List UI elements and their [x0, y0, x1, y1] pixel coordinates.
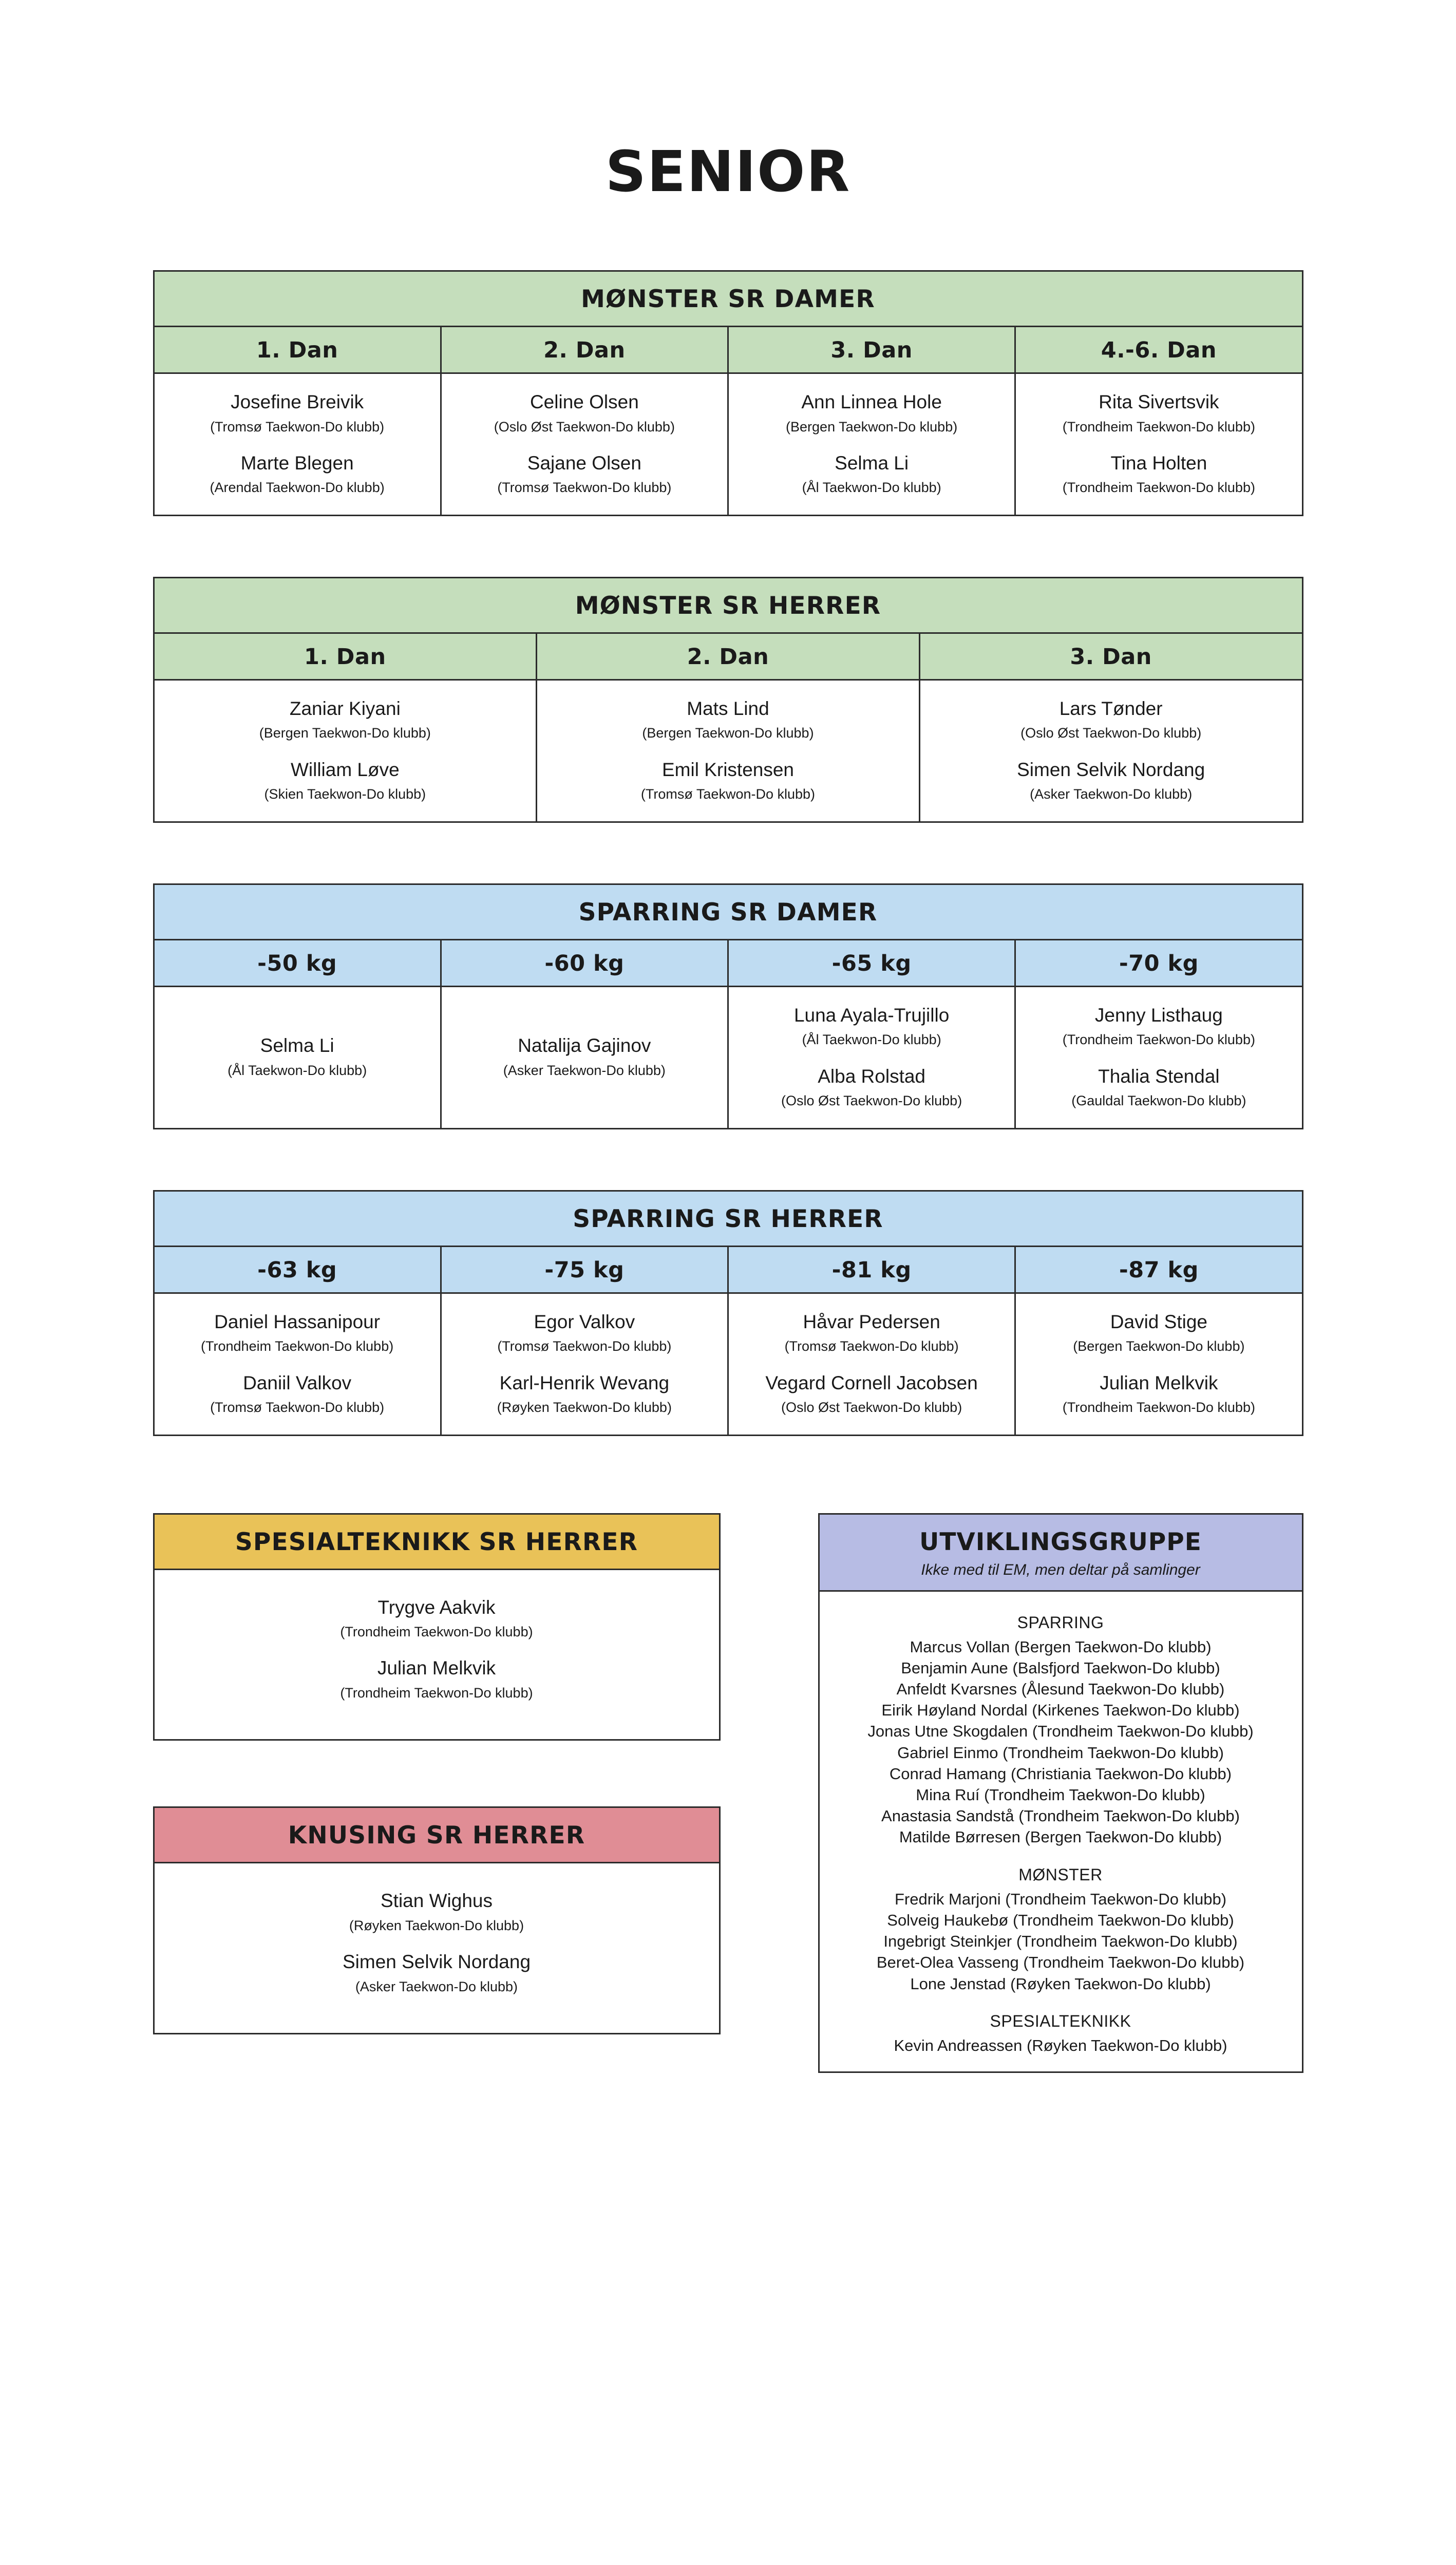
group-title: SPARRING	[1017, 1613, 1104, 1632]
athlete-name: Zaniar Kiyani	[289, 697, 401, 719]
bottom-left-column	[153, 1513, 721, 2035]
athlete-name: Natalija Gajinov	[518, 1035, 651, 1057]
section-header: KNUSING SR HERRER	[154, 1807, 720, 1863]
athlete-name: Luna Ayala-Trujillo	[793, 1004, 950, 1026]
athlete-club: (Trondheim Taekwon-Do klubb)	[1062, 1400, 1255, 1416]
section-header: SPARRING SR HERRER	[154, 1191, 1302, 1246]
athlete-name: Fredrik Marjoni	[894, 1890, 1001, 1908]
athlete-club: (Trondheim Taekwon-Do klubb)	[1062, 1032, 1255, 1048]
athlete-entry	[163, 1597, 711, 1640]
column-header: 1. Dan	[154, 633, 537, 680]
athlete-cell	[441, 373, 728, 516]
athlete-name: Selma Li	[835, 452, 909, 474]
list-item	[831, 1742, 1291, 1763]
development-group-spesialteknikk	[831, 2012, 1291, 2056]
athlete-name: Håvar Pedersen	[803, 1311, 940, 1332]
athlete-cell	[537, 680, 920, 822]
column-header: -81 kg	[728, 1246, 1015, 1293]
athlete-name: Rita Sivertsvik	[1099, 391, 1219, 412]
athlete-cell	[154, 1293, 441, 1435]
athlete-club: (Bergen Taekwon-Do klubb)	[259, 725, 431, 741]
development-group-sparring	[831, 1613, 1291, 1848]
athlete-club: (Christiania Taekwon-Do klubb)	[1010, 1764, 1232, 1783]
athlete-club: (Gauldal Taekwon-Do klubb)	[1071, 1093, 1246, 1109]
list-item	[831, 1678, 1291, 1700]
athlete-name: Jenny Listhaug	[1094, 1004, 1223, 1026]
athlete-name: Tina Holten	[1110, 452, 1207, 474]
athlete-club: (Trondheim Taekwon-Do klubb)	[1062, 419, 1255, 435]
athlete-name: Ann Linnea Hole	[801, 391, 942, 412]
column-header: 3. Dan	[919, 633, 1302, 680]
athlete-entry	[1023, 1372, 1294, 1416]
athlete-cell	[728, 373, 1015, 516]
list-item	[831, 1973, 1291, 1994]
athlete-entry	[449, 391, 720, 435]
athlete-club: (Trondheim Taekwon-Do klubb)	[984, 1786, 1205, 1804]
athlete-name: Celine Olsen	[530, 391, 639, 412]
column-header: -70 kg	[1015, 939, 1302, 986]
athlete-entry	[162, 1035, 433, 1079]
table-monster-sr-herrer	[153, 577, 1303, 823]
athlete-cell	[728, 1293, 1015, 1435]
athlete-cell	[441, 986, 728, 1128]
athlete-name: Julian Melkvik	[1100, 1372, 1218, 1393]
athlete-name: Conrad Hamang	[889, 1764, 1007, 1783]
section-header: MØNSTER SR DAMER	[154, 271, 1302, 327]
list-item	[831, 1910, 1291, 1931]
athlete-name: Karl-Henrik Wevang	[499, 1372, 670, 1393]
athlete-club: (Trondheim Taekwon-Do klubb)	[340, 1685, 533, 1701]
athlete-name: Ingebrigt Steinkjer	[883, 1932, 1012, 1951]
athlete-club: (Bergen Taekwon-Do klubb)	[1025, 1828, 1222, 1846]
section-header: UTVIKLINGSGRUPPE	[820, 1515, 1302, 1561]
athlete-entry	[736, 1372, 1007, 1416]
column-header: -60 kg	[441, 939, 728, 986]
athlete-name: Trygve Aakvik	[377, 1596, 496, 1618]
athlete-cell	[1015, 1293, 1302, 1435]
athlete-cell	[154, 986, 441, 1128]
athlete-name: Mats Lind	[687, 697, 769, 719]
section-monster-sr-damer	[153, 270, 1303, 516]
athlete-club: (Trondheim Taekwon-Do klubb)	[1032, 1722, 1254, 1741]
athlete-club: (Trondheim Taekwon-Do klubb)	[1018, 1807, 1240, 1825]
list-item	[831, 1931, 1291, 1952]
athlete-entry	[544, 698, 912, 742]
athlete-club: (Bergen Taekwon-Do klubb)	[1014, 1637, 1212, 1656]
athlete-name: Stian Wighus	[381, 1890, 493, 1912]
athlete-club: (Oslo Øst Taekwon-Do klubb)	[781, 1400, 962, 1416]
page-title: SENIOR	[605, 139, 851, 204]
section-header: MØNSTER SR HERRER	[154, 577, 1302, 633]
athlete-club: (Asker Taekwon-Do klubb)	[1030, 786, 1193, 802]
athlete-entry	[736, 1066, 1007, 1109]
athlete-club: (Tromsø Taekwon-Do klubb)	[497, 1338, 672, 1354]
athlete-cell	[154, 373, 441, 516]
athlete-club: (Trondheim Taekwon-Do klubb)	[340, 1624, 533, 1640]
athlete-entry	[1023, 1311, 1294, 1355]
athlete-club: (Bergen Taekwon-Do klubb)	[786, 419, 958, 435]
athlete-club: (Røyken Taekwon-Do klubb)	[497, 1400, 672, 1416]
athlete-club: (Oslo Øst Taekwon-Do klubb)	[781, 1093, 962, 1109]
athlete-entry	[162, 1311, 433, 1355]
athlete-entry	[162, 1372, 433, 1416]
table-knusing-sr-herrer	[153, 1806, 721, 2034]
athlete-entry	[163, 1890, 711, 1934]
athlete-club: (Ål Taekwon-Do klubb)	[802, 480, 941, 496]
athlete-name: Selma Li	[260, 1035, 334, 1057]
athlete-name: Anastasia Sandstå	[881, 1807, 1014, 1825]
athlete-club: (Oslo Øst Taekwon-Do klubb)	[1020, 725, 1202, 741]
column-header: -63 kg	[154, 1246, 441, 1293]
list-item	[831, 1657, 1291, 1678]
athlete-name: Simen Selvik Nordang	[342, 1951, 531, 1973]
athlete-club: (Røyken Taekwon-Do klubb)	[1010, 1974, 1211, 1993]
column-header: 3. Dan	[728, 327, 1015, 373]
athlete-name: Mina Ruí	[916, 1786, 980, 1804]
athlete-entry	[163, 1657, 711, 1701]
athlete-cell	[1015, 373, 1302, 516]
list-item	[831, 1700, 1291, 1721]
athlete-name: Eirik Høyland Nordal	[881, 1701, 1028, 1720]
athlete-name: Vegard Cornell Jacobsen	[765, 1372, 978, 1393]
athlete-entry	[928, 698, 1295, 742]
athlete-club: (Røyken Taekwon-Do klubb)	[349, 1917, 524, 1933]
athlete-club: (Oslo Øst Taekwon-Do klubb)	[494, 419, 675, 435]
athlete-cell	[154, 1863, 720, 2034]
athlete-club: (Tromsø Taekwon-Do klubb)	[210, 419, 385, 435]
bottom-area	[153, 1513, 1303, 2073]
group-title: SPESIALTEKNIKK	[990, 2011, 1131, 2030]
athlete-cell	[1015, 986, 1302, 1128]
athlete-club: (Tromsø Taekwon-Do klubb)	[640, 786, 816, 802]
athlete-entry	[544, 759, 912, 803]
athlete-club: (Skien Taekwon-Do klubb)	[264, 786, 426, 802]
athlete-club: (Trondheim Taekwon-Do klubb)	[1062, 480, 1255, 496]
athlete-entry	[1023, 1005, 1294, 1048]
athlete-club: (Ålesund Taekwon-Do klubb)	[1021, 1680, 1225, 1698]
athlete-club: (Trondheim Taekwon-Do klubb)	[201, 1338, 394, 1354]
athlete-name: Thalia Stendal	[1098, 1065, 1220, 1087]
athlete-name: Josefine Breivik	[231, 391, 364, 412]
athlete-name: Emil Kristensen	[661, 759, 794, 780]
athlete-name: Marte Blegen	[240, 452, 354, 474]
athlete-cell	[728, 986, 1015, 1128]
athlete-club: (Bergen Taekwon-Do klubb)	[1073, 1338, 1245, 1354]
athlete-entry	[162, 391, 433, 435]
athlete-club: (Trondheim Taekwon-Do klubb)	[1012, 1911, 1234, 1929]
athlete-cell	[919, 680, 1302, 822]
athlete-entry	[736, 1311, 1007, 1355]
section-monster-sr-herrer	[153, 577, 1303, 823]
athlete-club: (Tromsø Taekwon-Do klubb)	[497, 480, 672, 496]
athlete-name: Lars Tønder	[1059, 697, 1163, 719]
athlete-entry	[162, 452, 433, 496]
column-header: 2. Dan	[441, 327, 728, 373]
athlete-club: (Asker Taekwon-Do klubb)	[503, 1062, 666, 1078]
column-header: -75 kg	[441, 1246, 728, 1293]
athlete-club: (Tromsø Taekwon-Do klubb)	[784, 1338, 959, 1354]
athlete-name: Beret-Olea Vasseng	[876, 1953, 1019, 1972]
athlete-club: (Bergen Taekwon-Do klubb)	[642, 725, 814, 741]
column-header: -87 kg	[1015, 1246, 1302, 1293]
athlete-name: Kevin Andreassen	[894, 2036, 1023, 2054]
athlete-club: (Ål Taekwon-Do klubb)	[802, 1032, 941, 1048]
development-header-cell	[819, 1514, 1302, 1591]
athlete-entry	[736, 452, 1007, 496]
development-group-monster	[831, 1865, 1291, 1994]
athlete-entry	[449, 1035, 720, 1079]
athlete-club: (Kirkenes Taekwon-Do klubb)	[1032, 1701, 1240, 1720]
athlete-name: Anfeldt Kvarsnes	[896, 1680, 1017, 1698]
list-item	[831, 1784, 1291, 1805]
athlete-name: Gabriel Einmo	[897, 1743, 998, 1762]
athlete-entry	[162, 698, 529, 742]
column-header: -65 kg	[728, 939, 1015, 986]
athlete-club: (Balsfjord Taekwon-Do klubb)	[1012, 1658, 1220, 1677]
athlete-entry	[162, 759, 529, 803]
athlete-name: Egor Valkov	[534, 1311, 635, 1332]
list-item	[831, 1889, 1291, 1910]
athlete-name: Simen Selvik Nordang	[1017, 759, 1205, 780]
athlete-entry	[163, 1951, 711, 1995]
athlete-club: (Trondheim Taekwon-Do klubb)	[1023, 1953, 1245, 1972]
section-subtitle: Ikke med til EM, men deltar på samlinger	[820, 1561, 1302, 1590]
athlete-club: (Trondheim Taekwon-Do klubb)	[1005, 1890, 1227, 1908]
list-item	[831, 1805, 1291, 1826]
athlete-club: (Asker Taekwon-Do klubb)	[355, 1978, 518, 1994]
athlete-name: Daniel Hassanipour	[214, 1311, 381, 1332]
list-item	[831, 1952, 1291, 1973]
athlete-name: Alba Rolstad	[818, 1065, 926, 1087]
athlete-name: Marcus Vollan	[910, 1637, 1010, 1656]
athlete-entry	[449, 452, 720, 496]
bottom-right-column	[818, 1513, 1303, 2073]
table-monster-sr-damer	[153, 270, 1303, 516]
athlete-name: Lone Jenstad	[910, 1974, 1006, 1993]
athlete-name: David Stige	[1110, 1311, 1207, 1332]
list-item	[831, 1636, 1291, 1657]
section-header: SPESIALTEKNIKK SR HERRER	[154, 1514, 720, 1569]
athlete-name: Sajane Olsen	[527, 452, 641, 474]
section-header: SPARRING SR DAMER	[154, 884, 1302, 939]
athlete-entry	[928, 759, 1295, 803]
list-item	[831, 1763, 1291, 1784]
athlete-entry	[736, 391, 1007, 435]
table-spesialteknikk-sr-herrer	[153, 1513, 721, 1741]
column-header: -50 kg	[154, 939, 441, 986]
table-sparring-sr-damer	[153, 883, 1303, 1129]
column-header: 2. Dan	[537, 633, 920, 680]
athlete-entry	[1023, 452, 1294, 496]
list-item	[831, 2035, 1291, 2056]
athlete-club: (Ål Taekwon-Do klubb)	[228, 1062, 367, 1078]
athlete-entry	[449, 1372, 720, 1416]
athlete-cell	[441, 1293, 728, 1435]
athlete-club: (Trondheim Taekwon-Do klubb)	[1003, 1743, 1224, 1762]
athlete-name: Solveig Haukebø	[887, 1911, 1009, 1929]
athlete-entry	[449, 1311, 720, 1355]
athlete-name: Daniil Valkov	[243, 1372, 352, 1393]
athlete-cell	[154, 680, 537, 822]
section-sparring-sr-herrer	[153, 1190, 1303, 1436]
athlete-name: Benjamin Aune	[901, 1658, 1008, 1677]
athlete-club: (Trondheim Taekwon-Do klubb)	[1016, 1932, 1238, 1951]
list-item	[831, 1826, 1291, 1847]
athlete-entry	[736, 1005, 1007, 1048]
table-utviklingsgruppe	[818, 1513, 1303, 2073]
athlete-club: (Tromsø Taekwon-Do klubb)	[210, 1400, 385, 1416]
column-header: 4.-6. Dan	[1015, 327, 1302, 373]
section-sparring-sr-damer	[153, 883, 1303, 1129]
athlete-club: (Røyken Taekwon-Do klubb)	[1027, 2036, 1227, 2054]
senior-roster-page	[0, 139, 1456, 2565]
list-item	[831, 1721, 1291, 1742]
athlete-name: Julian Melkvik	[377, 1657, 496, 1679]
athlete-name: Matilde Børresen	[899, 1828, 1020, 1846]
athlete-club: (Arendal Taekwon-Do klubb)	[210, 480, 385, 496]
development-body	[819, 1591, 1302, 2072]
athlete-entry	[1023, 391, 1294, 435]
athlete-name: Jonas Utne Skogdalen	[867, 1722, 1028, 1741]
athlete-cell	[154, 1569, 720, 1740]
column-header: 1. Dan	[154, 327, 441, 373]
athlete-entry	[1023, 1066, 1294, 1109]
athlete-name: William Løve	[290, 759, 400, 780]
table-sparring-sr-herrer	[153, 1190, 1303, 1436]
group-title: MØNSTER	[1018, 1865, 1103, 1884]
